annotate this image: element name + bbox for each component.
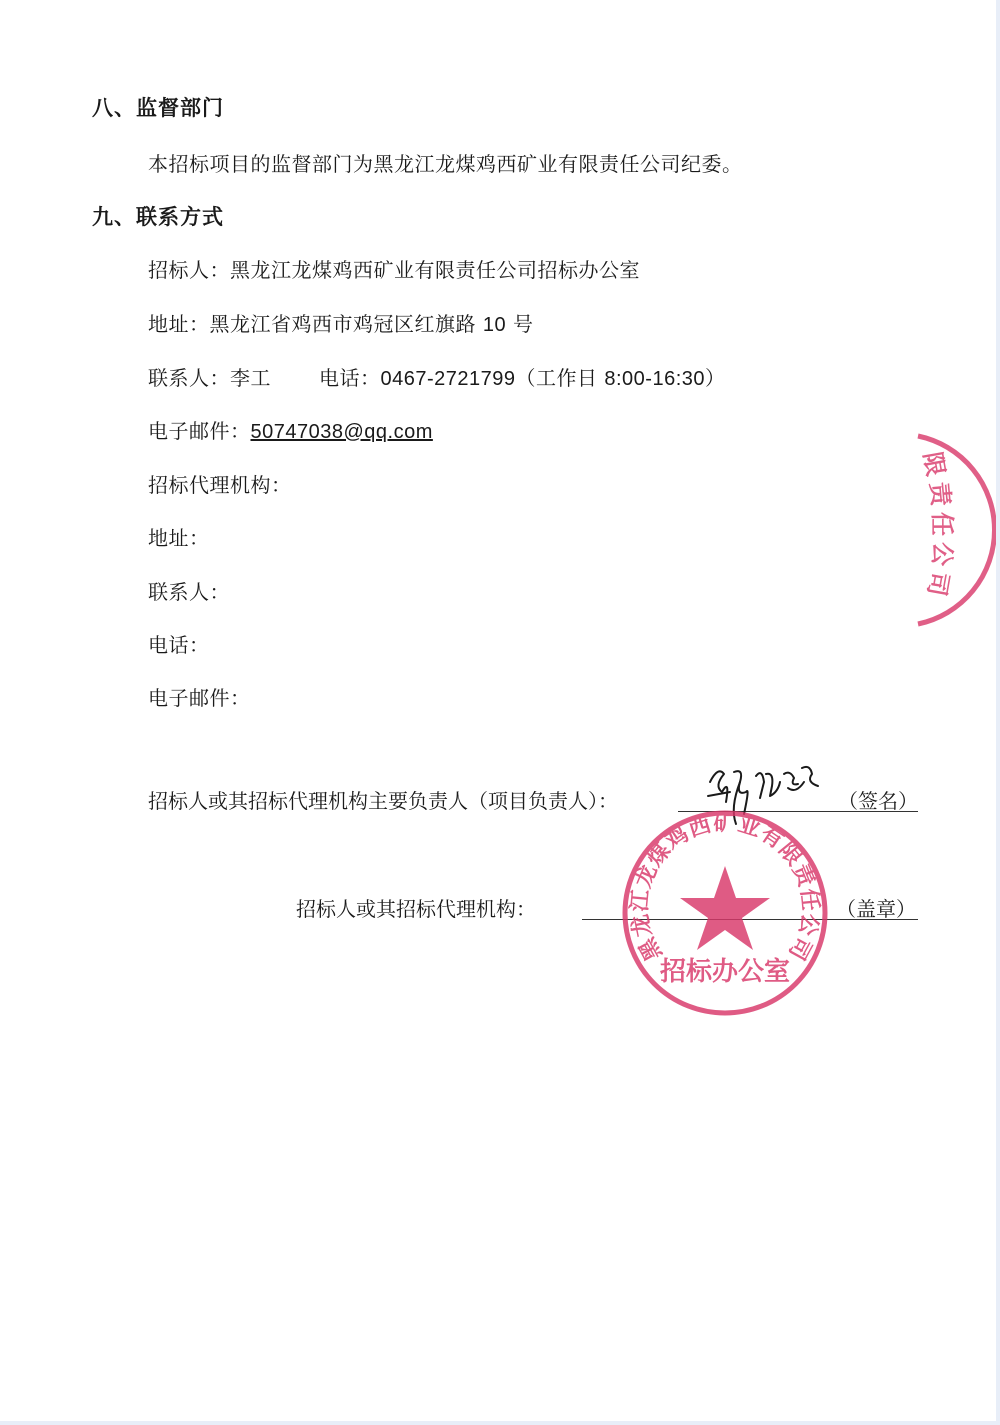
phone-hours-close: ） [705,366,726,390]
agency-phone-label: 电话： [148,633,210,657]
official-seal [620,808,830,1018]
agency-address-label: 地址： [148,526,210,550]
seal-suffix: （盖章） [836,897,916,921]
svg-text:招标办公室: 招标办公室 [659,957,791,987]
phone-hours-open: （工作日 [515,366,598,390]
address-label: 地址： [148,312,210,336]
address-suffix: 号 [512,312,534,336]
address-number: 10 [482,314,507,336]
phone-hours: 8:00-16:30 [604,368,706,390]
partial-seal [910,430,996,630]
signature-label: 招标人或其招标代理机构主要负责人（项目负责人）： [148,789,618,813]
agency-label: 招标代理机构： [148,473,292,497]
seal-label: 招标人或其招标代理机构： [296,897,536,921]
contact-label: 联系人： [148,366,230,390]
section9-heading: 九、联系方式 [92,204,224,229]
agency-email-label: 电子邮件： [148,686,251,710]
svg-text:公: 公 [927,540,958,568]
signature-suffix: （签名） [838,789,918,813]
phone-value: 0467-2721799 [380,368,516,390]
email-label: 电子邮件： [148,419,251,443]
contact-line [148,362,726,391]
email-link[interactable]: 50747038@qq.com [250,421,433,443]
section8-heading: 八、监督部门 [92,95,224,120]
email-line [148,415,433,444]
tenderer-line [148,254,640,283]
address-line [148,308,533,337]
address-value: 黑龙江省鸡西市鸡冠区红旗路 [209,312,476,336]
svg-text:黑龙江龙煤鸡西矿业有限责任公司: 黑龙江龙煤鸡西矿业有限责任公司 [626,810,824,966]
tenderer-label: 招标人： [148,258,230,282]
svg-text:司: 司 [922,569,955,599]
svg-text:限: 限 [918,449,951,479]
phone-label: 电话： [319,366,381,390]
section8-body: 本招标项目的监督部门为黑龙江龙煤鸡西矿业有限责任公司纪委。 [148,152,743,176]
agency-contact-label: 联系人： [148,580,230,604]
svg-text:责: 责 [925,480,956,508]
tenderer-value: 黑龙江龙煤鸡西矿业有限责任公司招标办公室 [230,258,640,282]
contact-value: 李工 [230,366,271,390]
svg-text:任: 任 [928,512,957,536]
